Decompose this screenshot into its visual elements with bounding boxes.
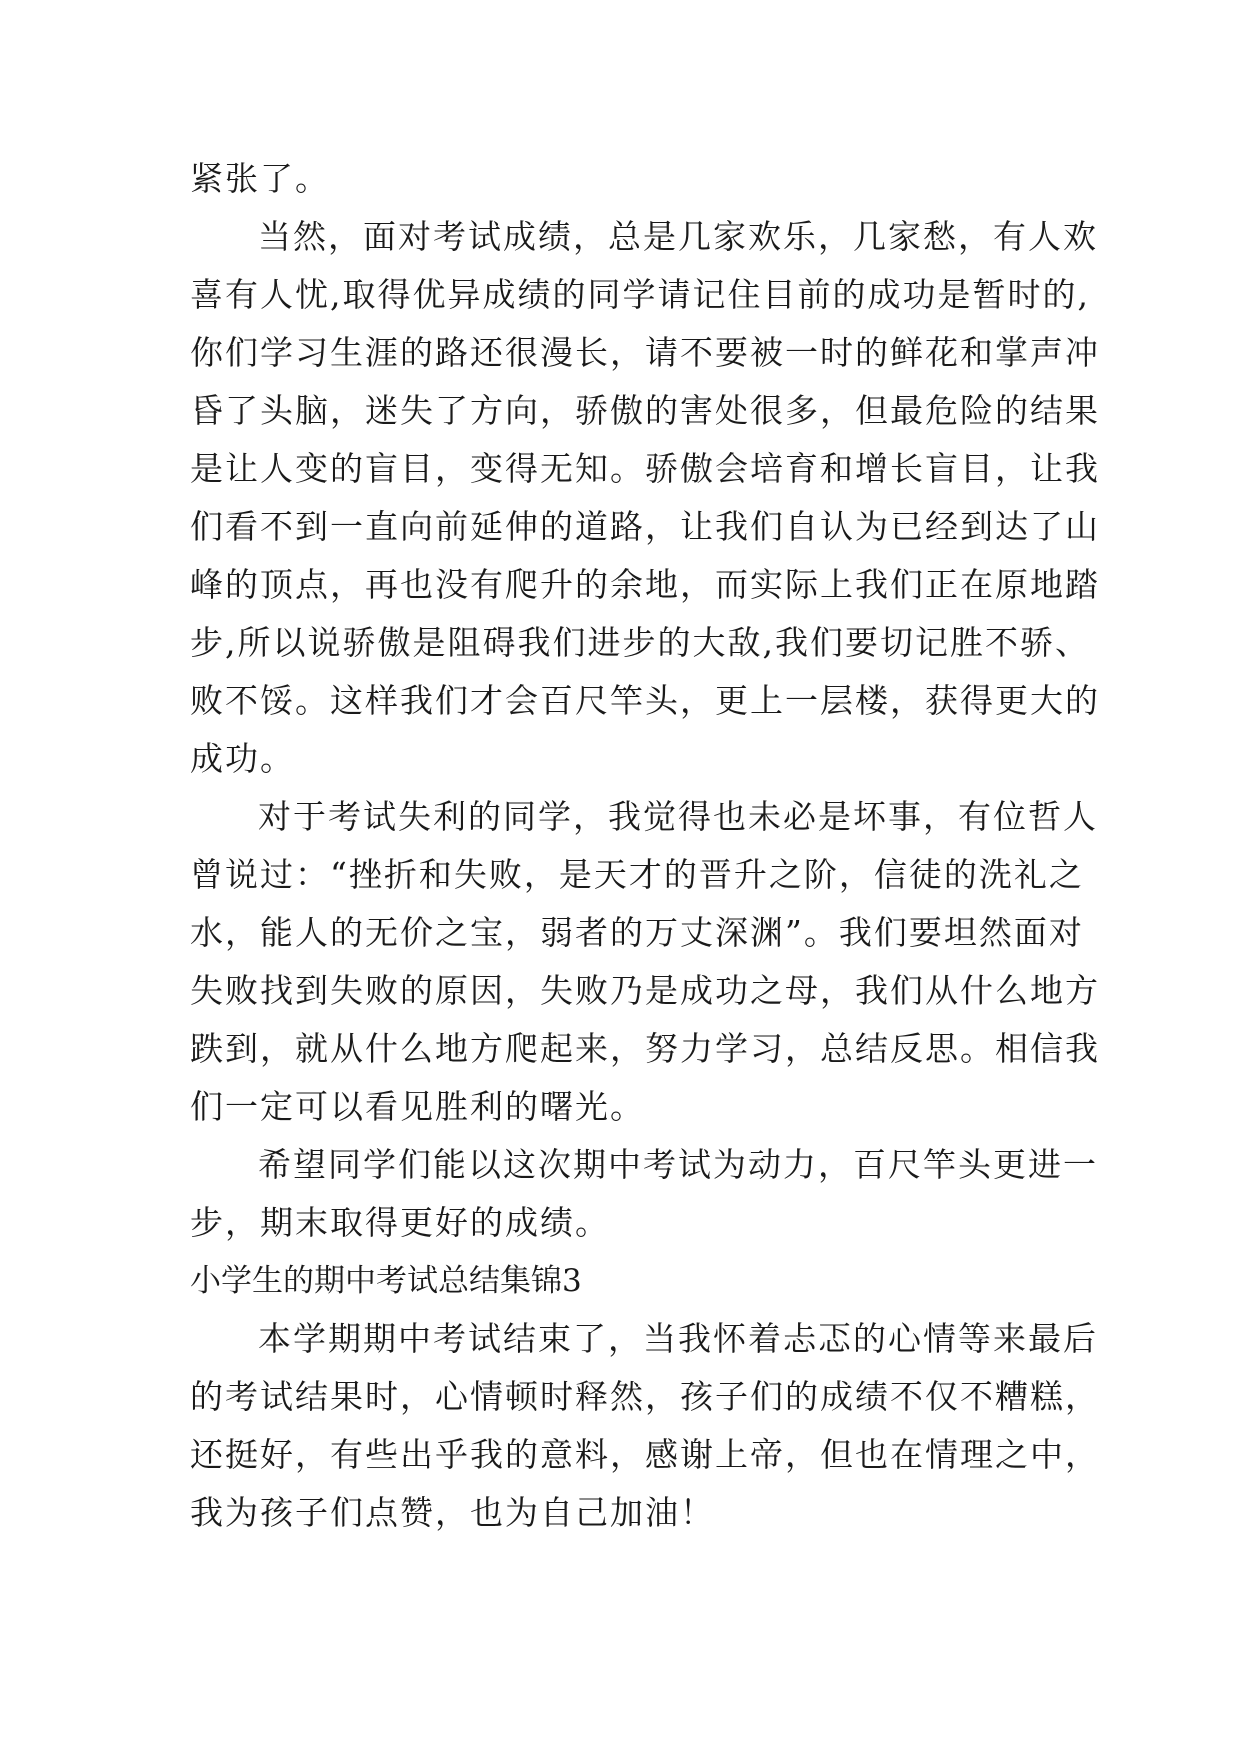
- text-line: 的考试结果时，心情顿时释然，孩子们的成绩不仅不糟糕，: [190, 1377, 1100, 1416]
- text-line: 败不馁。这样我们才会百尺竿头，更上一层楼，获得更大的: [190, 681, 1100, 720]
- text-line: 是让人变的盲目，变得无知。骄傲会培育和增长盲目，让我: [190, 449, 1100, 488]
- text-line: 水，能人的无价之宝，弱者的万丈深渊”。我们要坦然面对: [190, 913, 1084, 952]
- text-line: 失败找到失败的原因，失败乃是成功之母，我们从什么地方: [190, 971, 1100, 1010]
- text-line: 还挺好，有些出乎我的意料，感谢上帝，但也在情理之中，: [190, 1435, 1100, 1474]
- text-line: 我为孩子们点赞，也为自己加油！: [190, 1493, 715, 1532]
- text-line: 步，期末取得更好的成绩。: [190, 1203, 610, 1242]
- text-line: 步,所以说骄傲是阻碍我们进步的大敌,我们要切记胜不骄、: [190, 623, 1090, 662]
- text-line: 你们学习生涯的路还很漫长，请不要被一时的鲜花和掌声冲: [190, 333, 1100, 372]
- text-line: 喜有人忧,取得优异成绩的同学请记住目前的成功是暂时的,: [190, 275, 1090, 314]
- paragraph-start-line: 本学期期中考试结束了，当我怀着忐忑的心情等来最后: [258, 1319, 1098, 1358]
- text-line: 紧张了。: [190, 159, 330, 198]
- text-line: 成功。: [190, 739, 295, 778]
- document-body: [190, 150, 1100, 1542]
- text-line: 跌到，就从什么地方爬起来，努力学习，总结反思。相信我: [190, 1029, 1100, 1068]
- section-heading: 小学生的期中考试总结集锦3: [190, 1263, 582, 1299]
- text-line: 峰的顶点，再也没有爬升的余地，而实际上我们正在原地踏: [190, 565, 1100, 604]
- text-line: 们看不到一直向前延伸的道路，让我们自认为已经到达了山: [190, 507, 1100, 546]
- text-line: 曾说过：“挫折和失败，是天才的晋升之阶，信徒的洗礼之: [190, 855, 1084, 894]
- paragraph-start-line: 当然，面对考试成绩，总是几家欢乐，几家愁，有人欢: [258, 217, 1098, 256]
- paragraph-start-line: 希望同学们能以这次期中考试为动力，百尺竿头更进一: [258, 1145, 1098, 1184]
- text-line: 们一定可以看见胜利的曙光。: [190, 1087, 645, 1126]
- paragraph-start-line: 对于考试失利的同学，我觉得也未必是坏事，有位哲人: [258, 797, 1098, 836]
- text-line: 昏了头脑，迷失了方向，骄傲的害处很多，但最危险的结果: [190, 391, 1100, 430]
